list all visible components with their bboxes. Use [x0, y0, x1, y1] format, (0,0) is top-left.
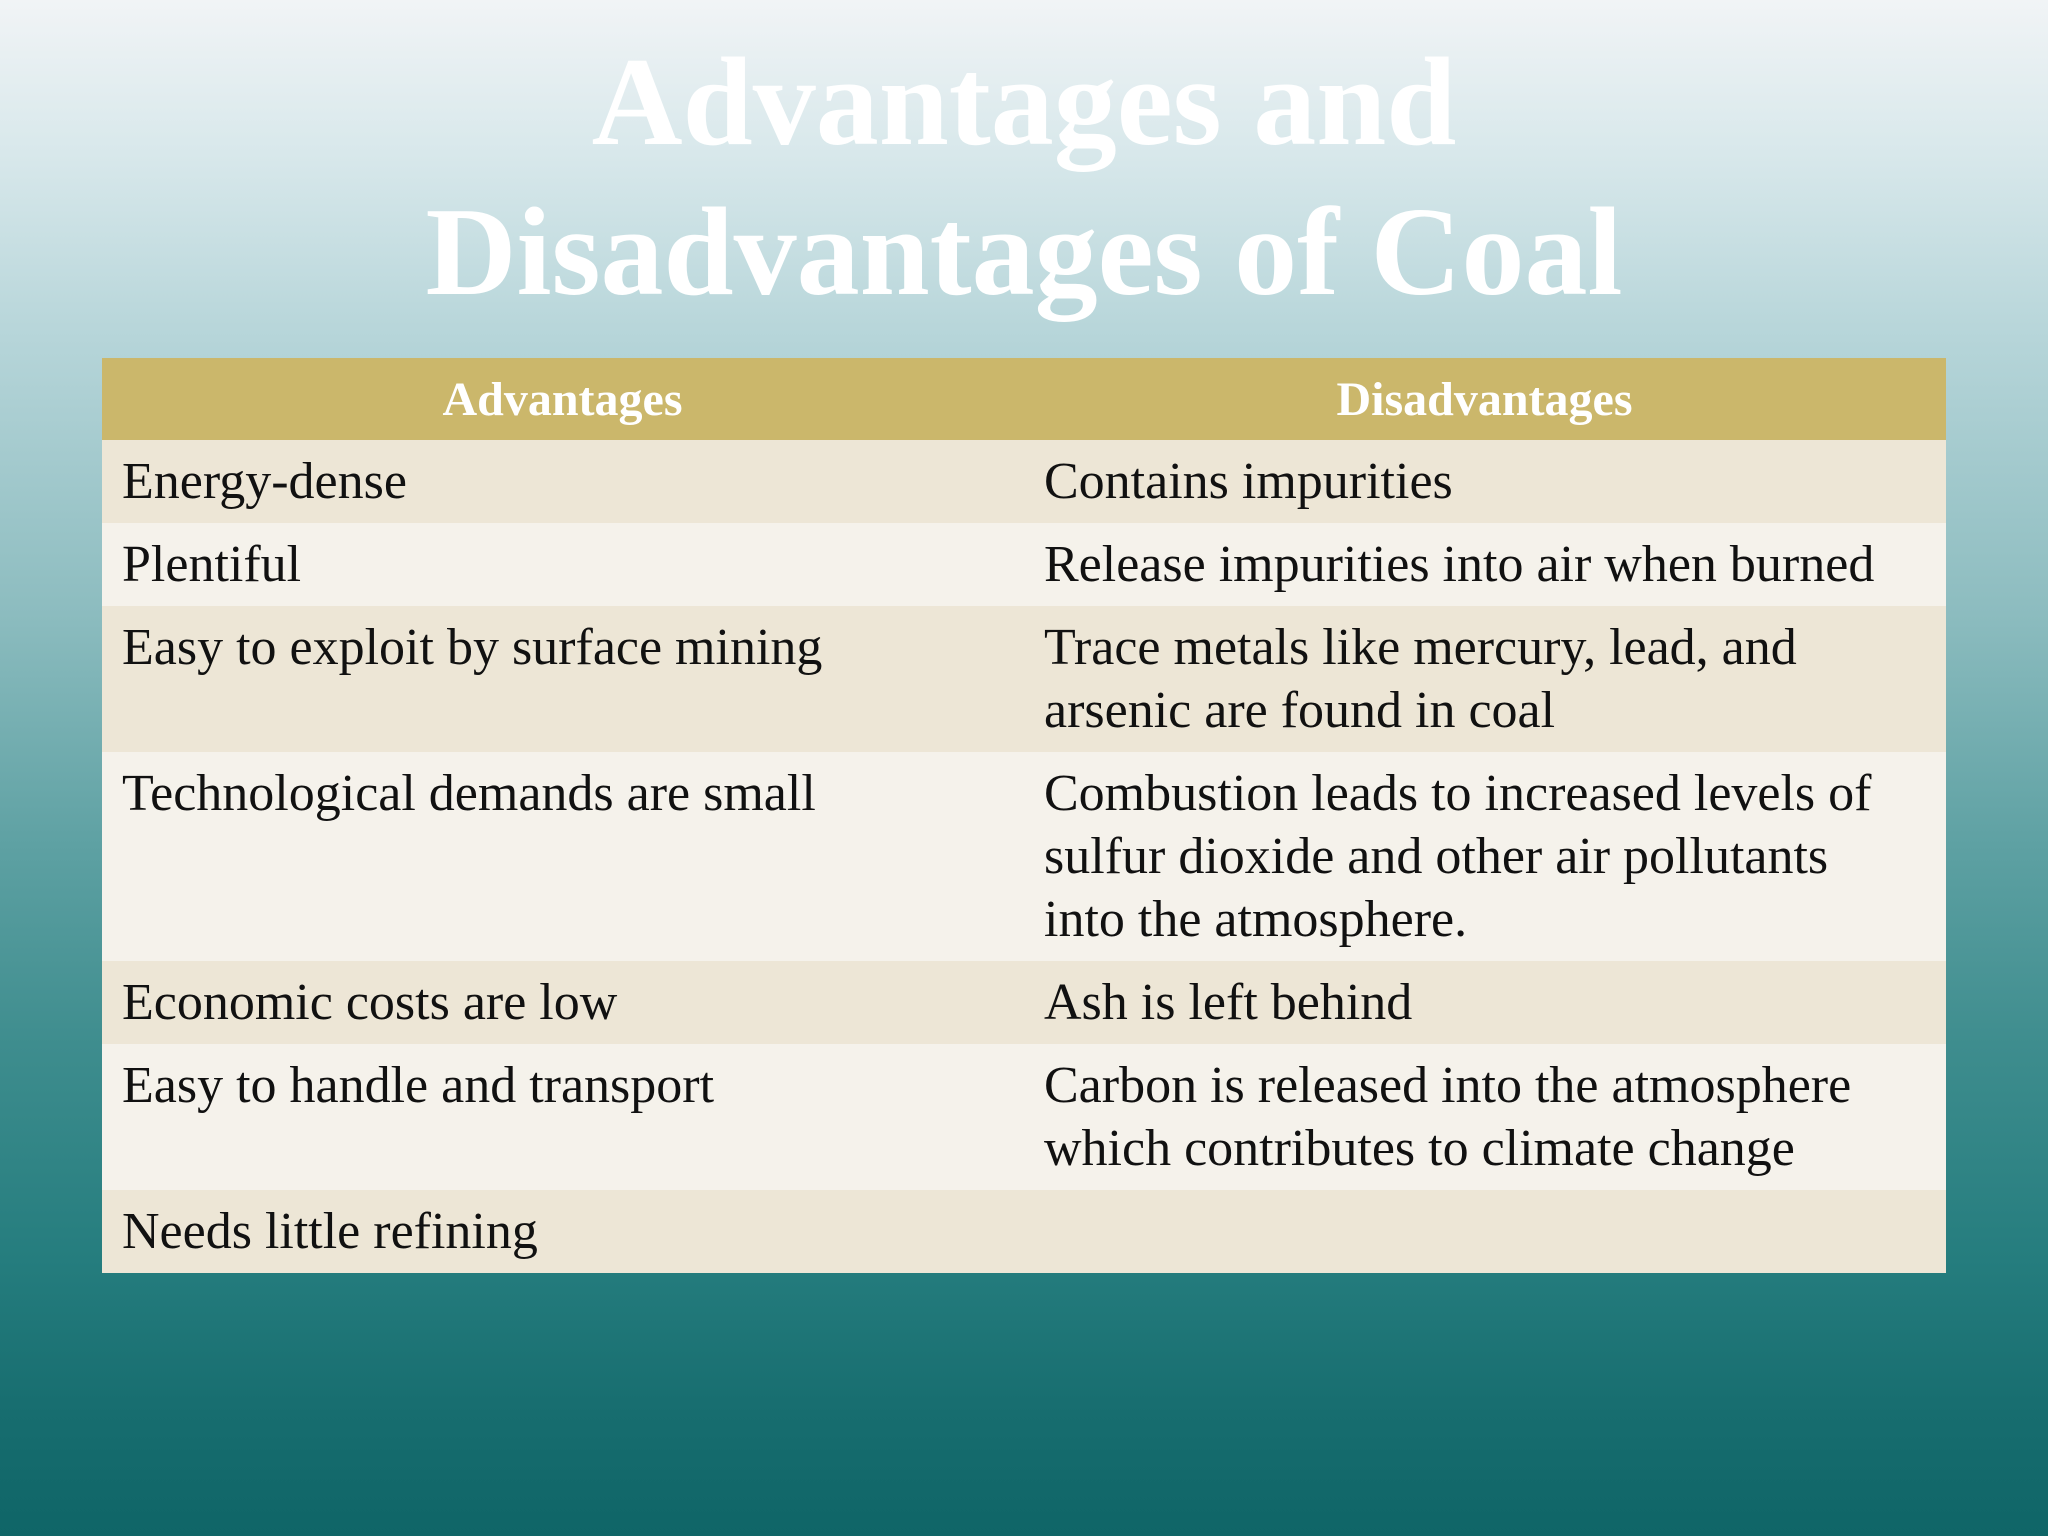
disadvantage-cell: Carbon is released into the atmosphere which contributes to climate change: [1023, 1044, 1946, 1190]
table-row: [102, 752, 1946, 961]
disadvantage-cell: [1023, 1190, 1946, 1273]
advantage-cell: Plentiful: [102, 523, 1023, 606]
table-row: [102, 1190, 1946, 1273]
disadvantages-column-header: Disadvantages: [1023, 358, 1946, 440]
disadvantage-cell: Ash is left behind: [1023, 961, 1946, 1044]
advantages-column-header: Advantages: [102, 358, 1023, 440]
slide-title-line-1: Advantages and: [591, 33, 1457, 172]
advantage-cell: Needs little refining: [102, 1190, 1023, 1273]
advantage-cell: Easy to exploit by surface mining: [102, 606, 1023, 752]
advantage-cell: Easy to handle and transport: [102, 1044, 1023, 1190]
advantage-cell: Technological demands are small: [102, 752, 1023, 961]
table-header-row: [102, 358, 1946, 440]
disadvantage-cell: Release impurities into air when burned: [1023, 523, 1946, 606]
slide-title: [0, 28, 2048, 328]
disadvantage-cell: Trace metals like mercury, lead, and arsenic are found in coal: [1023, 606, 1946, 752]
disadvantage-cell: Combustion leads to increased levels of sulfur dioxide and other air pollutants into the atmosphere.: [1023, 752, 1946, 961]
table-row: [102, 606, 1946, 752]
comparison-table: [102, 358, 1946, 1273]
table-row: [102, 523, 1946, 606]
disadvantage-cell: Contains impurities: [1023, 440, 1946, 523]
advantage-cell: Economic costs are low: [102, 961, 1023, 1044]
table-row: [102, 440, 1946, 523]
table-row: [102, 1044, 1946, 1190]
advantage-cell: Energy-dense: [102, 440, 1023, 523]
slide-title-line-2: Disadvantages of Coal: [425, 183, 1623, 322]
table-row: [102, 961, 1946, 1044]
